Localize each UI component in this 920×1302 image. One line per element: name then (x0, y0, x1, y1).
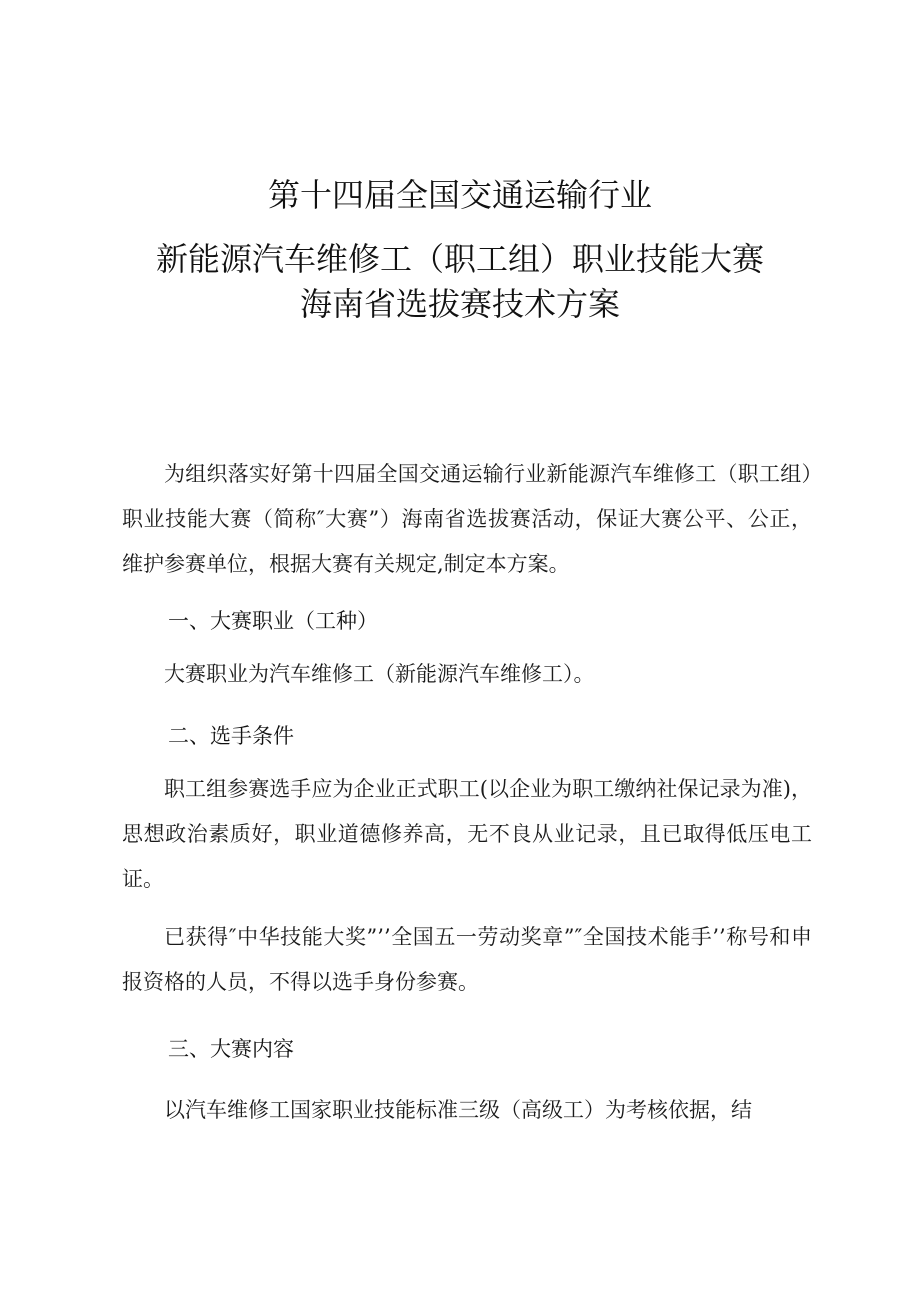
section-heading-contestant-conditions: 二、选手条件 (168, 724, 294, 748)
document-title-line-2: 新能源汽车维修工（职工组）职业技能大赛 (155, 240, 764, 278)
occupation-paragraph: 大赛职业为汽车维修工（新能源汽车维修工）。 (164, 662, 595, 686)
contestant-conditions-paragraph: 职工组参赛选手应为企业正式职工(以企业为职工缴纳社保记录为准)，思想政治素质好，职业道德修养高，无不良从业记录，且已取得低压电工证。 (122, 777, 812, 891)
section-heading-contest-content: 三、大赛内容 (168, 1037, 294, 1061)
document-title-line-3: 海南省选拔赛技术方案 (299, 285, 620, 323)
contest-content-paragraph: 以汽车维修工国家职业技能标准三级（高级工）为考核依据，结 (164, 1098, 752, 1122)
contestant-exclusion-paragraph: 已获得″中华技能大奖”’’全国五一劳动奖章”″全国技术能手’’称号和申报资格的人员，不得以选手身份参赛。 (122, 925, 812, 994)
section-heading-occupation: 一、大赛职业（工种） (168, 609, 378, 633)
document-title-line-1: 第十四届全国交通运输行业 (267, 176, 652, 214)
intro-paragraph: 为组织落实好第十四届全国交通运输行业新能源汽车维修工（职工组）职业技能大赛（简称″大赛”）海南省选拔赛活动，保证大赛公平、公正，维护参赛单位，根据大赛有关规定,制定本方案。 (122, 462, 812, 576)
